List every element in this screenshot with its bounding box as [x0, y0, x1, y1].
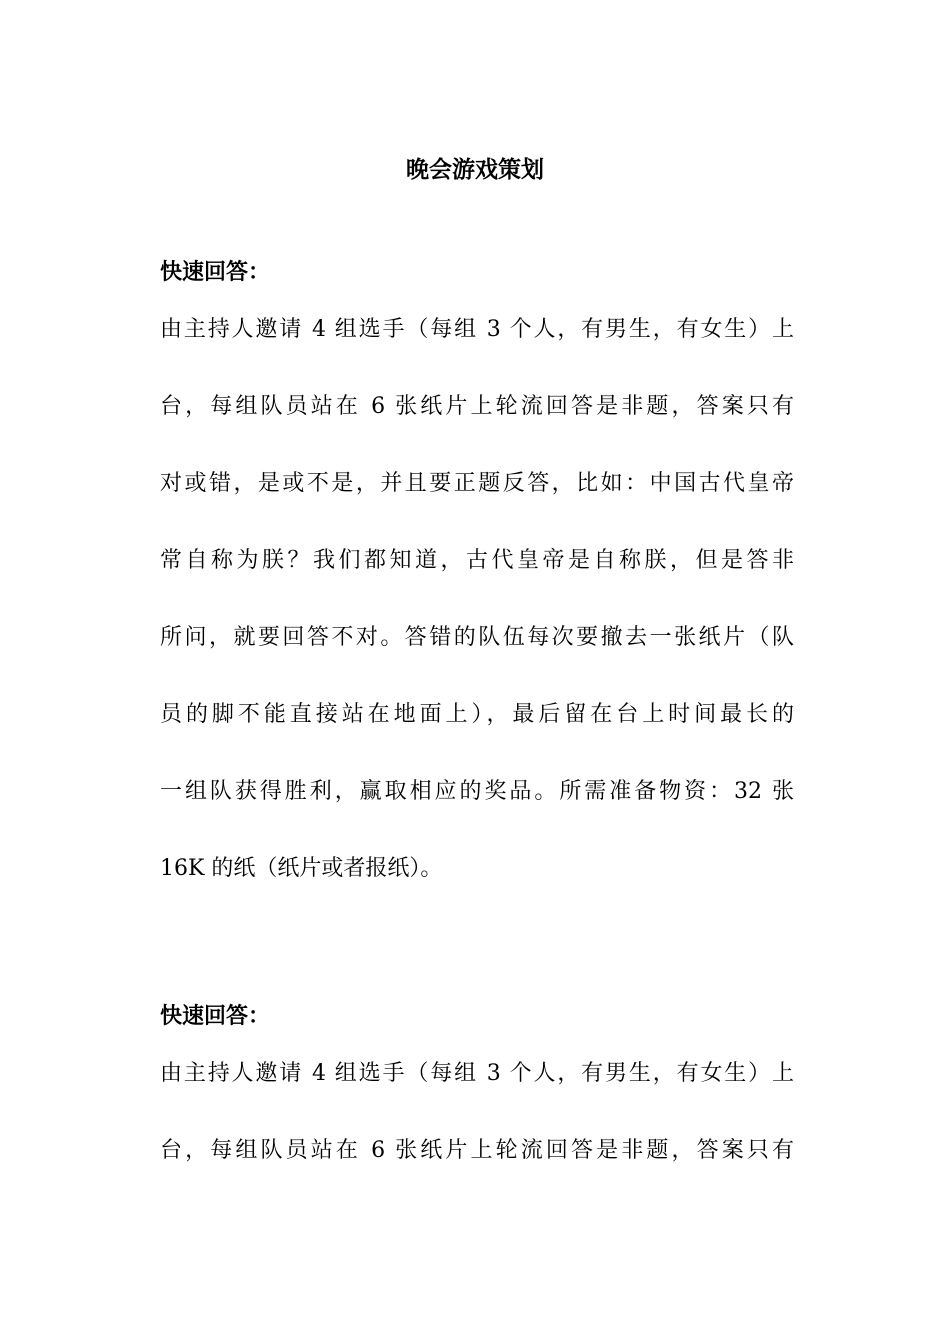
section-quick-answer — [160, 252, 794, 889]
paragraph-line: 16K 的纸（纸片或者报纸）。 — [160, 856, 443, 881]
paragraph-line: 常自称为朕？我们都知道，古代皇帝是自称朕，但是答非 — [160, 548, 794, 573]
paragraph-line: 台，每组队员站在 6 张纸片上轮流回答是非题，答案只有 — [160, 1138, 794, 1163]
section-heading: 快速回答： — [160, 259, 271, 285]
paragraph-line: 所问，就要回答不对。答错的队伍每次要撤去一张纸片（队 — [160, 625, 794, 650]
paragraph-line: 由主持人邀请 4 组选手（每组 3 个人，有男生，有女生）上 — [160, 1061, 794, 1086]
document-title: 晚会游戏策划 — [406, 156, 544, 183]
paragraph-line: 对或错，是或不是，并且要正题反答，比如：中国古代皇帝 — [160, 471, 794, 496]
paragraph-line: 由主持人邀请 4 组选手（每组 3 个人，有男生，有女生）上 — [160, 317, 794, 342]
section-quick-answer-repeat — [160, 996, 794, 1171]
section-heading: 快速回答： — [160, 1003, 271, 1029]
paragraph-line: 台，每组队员站在 6 张纸片上轮流回答是非题，答案只有 — [160, 394, 794, 419]
paragraph-line: 员的脚不能直接站在地面上），最后留在台上时间最长的 — [160, 702, 794, 727]
paragraph-line: 一组队获得胜利，赢取相应的奖品。所需准备物资：32 张 — [160, 779, 794, 804]
